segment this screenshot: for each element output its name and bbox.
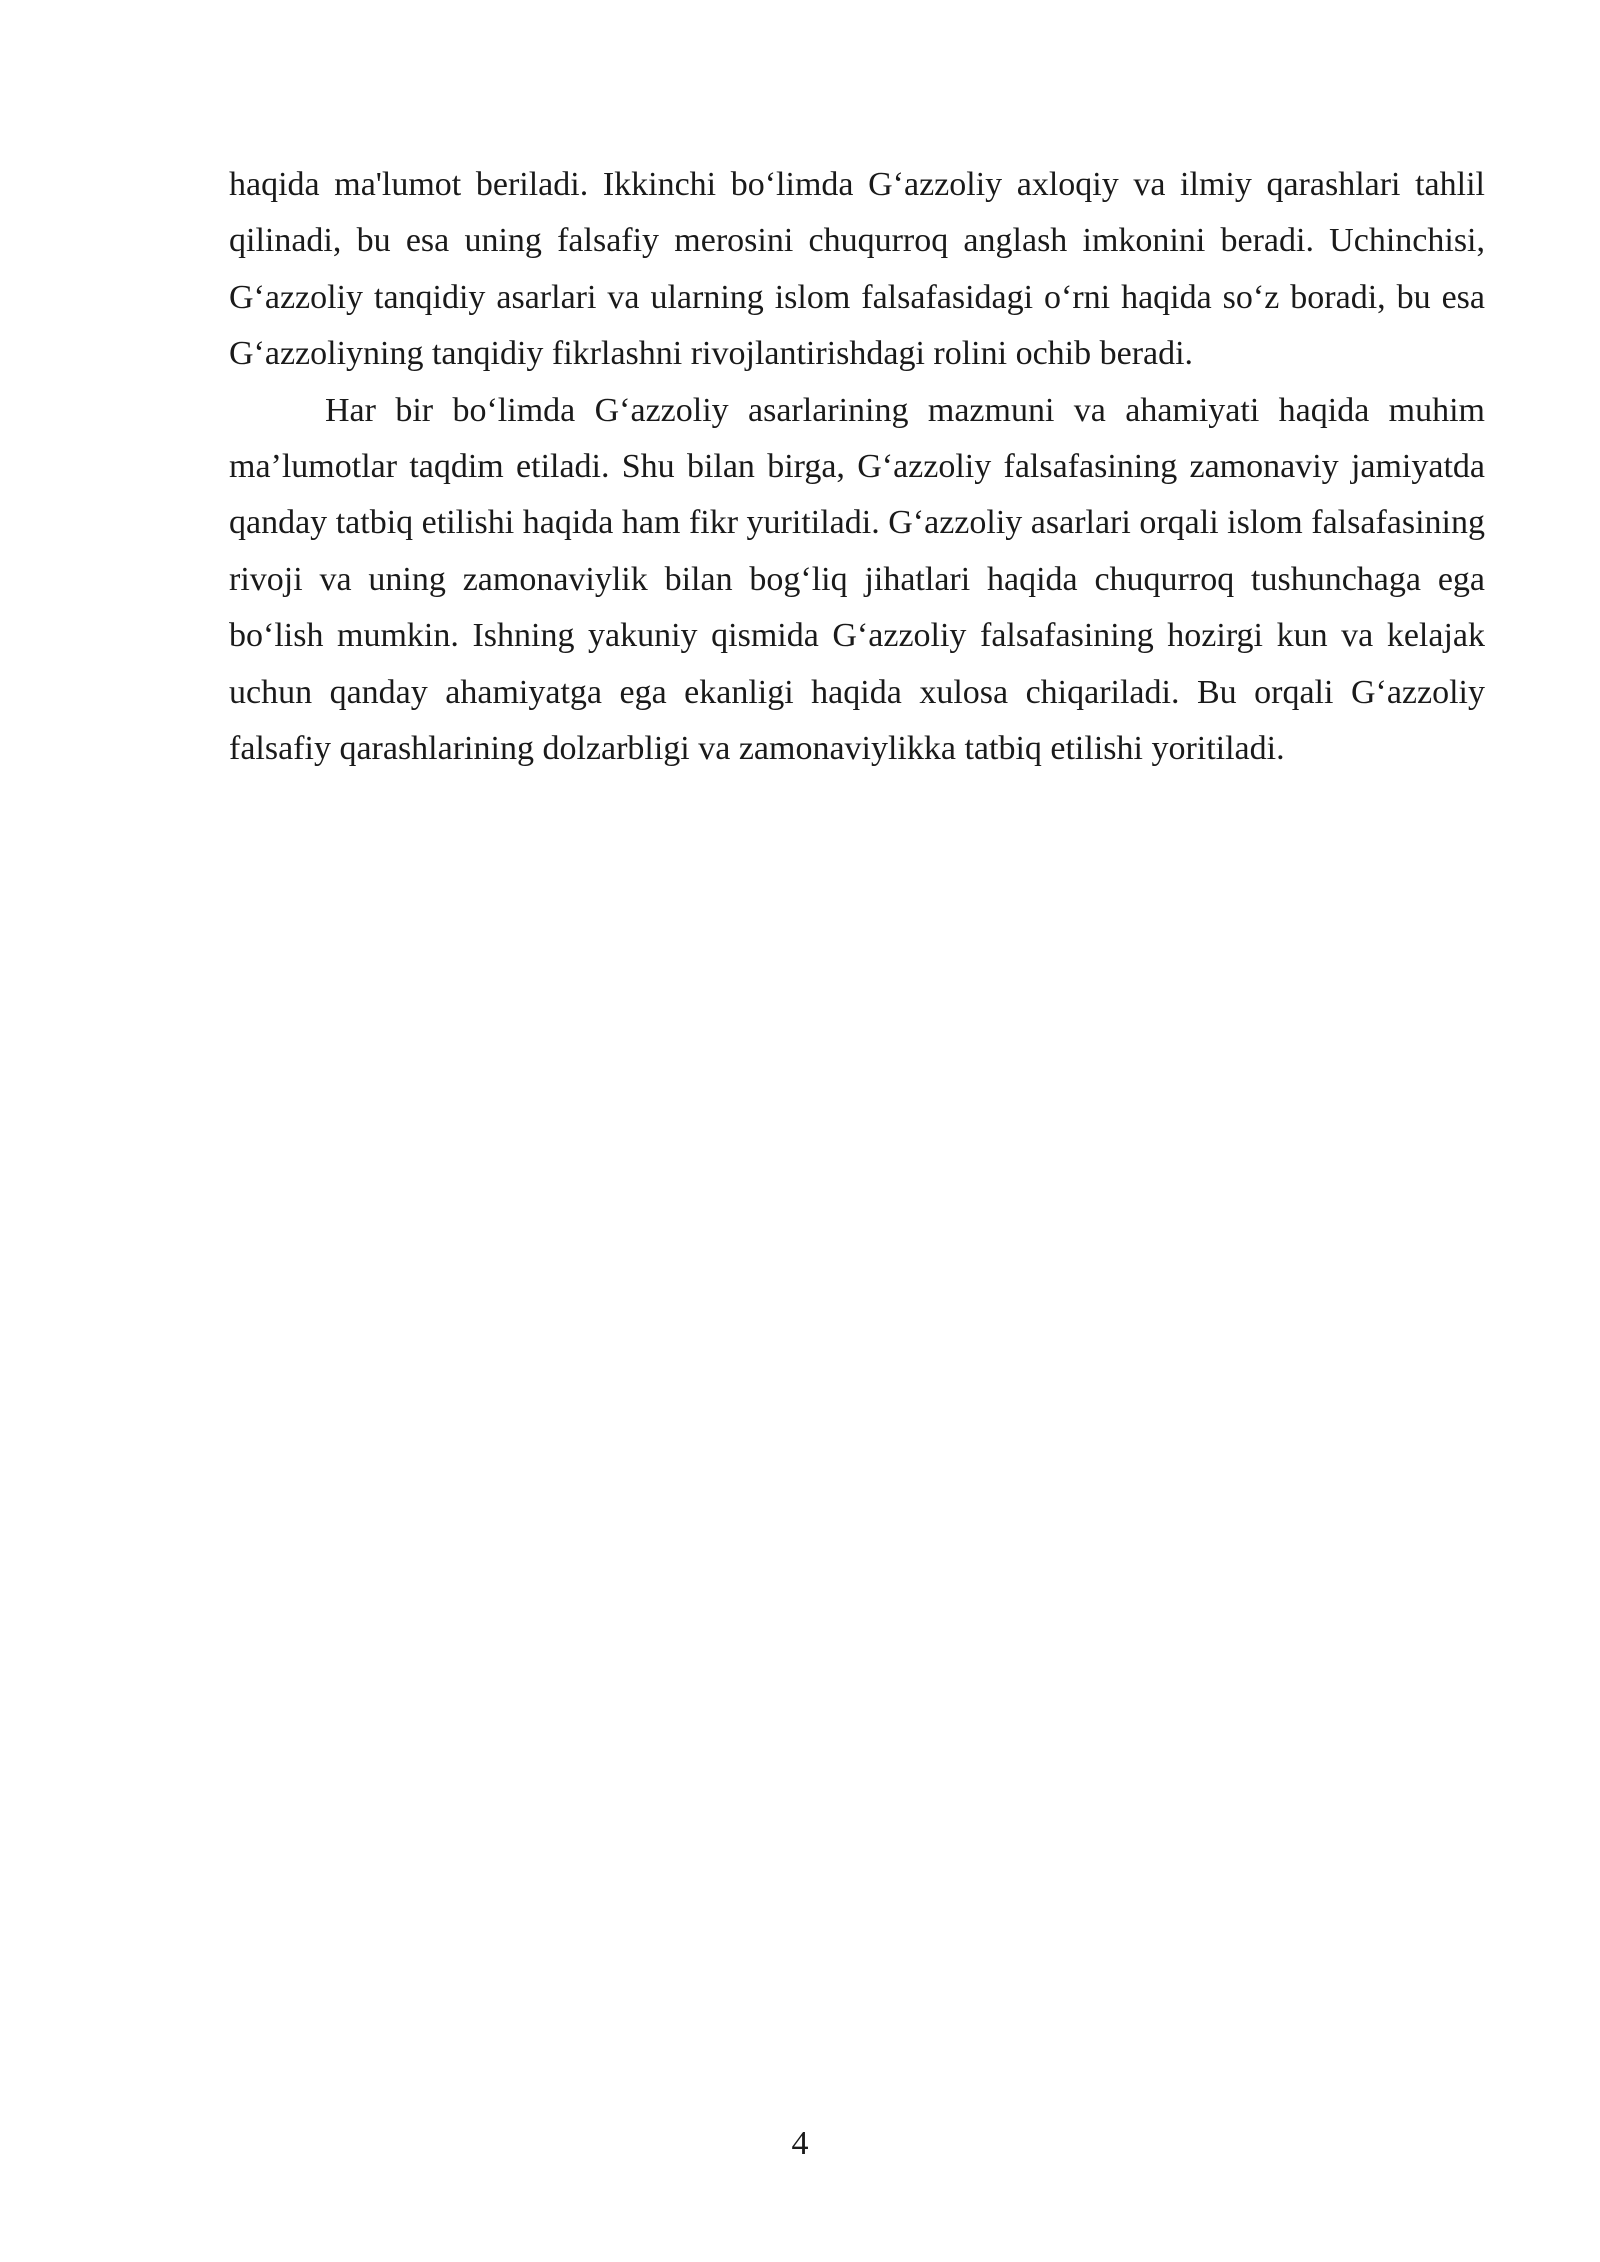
paragraph-summary: Har bir bo‘limda G‘azzoliy asarlarining mazmuni va ahamiyati haqida muhim ma’lumotlar taqdim etiladi. Shu bilan birga, G‘azzoliy falsafasining zamonaviy jamiyatda qanday tatbiq etilishi haqida ham fikr yuritiladi. G‘azzoliy asarlari orqali islom falsafasining rivoji va uning zamonaviylik bilan bog‘liq jihatlari haqida chuqurroq tushunchaga ega bo‘lish mumkin. Ishning yakuniy qismida G‘azzoliy falsafasining hozirgi kun va kelajak uchun qanday ahamiyatga ega ekanligi haqida xulosa chiqariladi. Bu orqali G‘azzoliy falsafiy qarashlarining dolzarbligi va zamonaviylikka tatbiq etilishi yoritiladi.	[229, 391, 1485, 768]
body-text	[229, 157, 1485, 777]
paragraph-continuation: haqida ma'lumot beriladi. Ikkinchi bo‘limda G‘azzoliy axloqiy va ilmiy qarashlari tahlil qilinadi, bu esa uning falsafiy merosini chuqurroq anglash imkonini beradi. Uchinchisi, G‘azzoliy tanqidiy asarlari va ularning islom falsafasidagi o‘rni haqida so‘z boradi, bu esa G‘azzoliyning tanqidiy fikrlashni rivojlantirishdagi rolini ochib beradi.	[229, 166, 1485, 373]
page-number: 4	[791, 2125, 809, 2162]
